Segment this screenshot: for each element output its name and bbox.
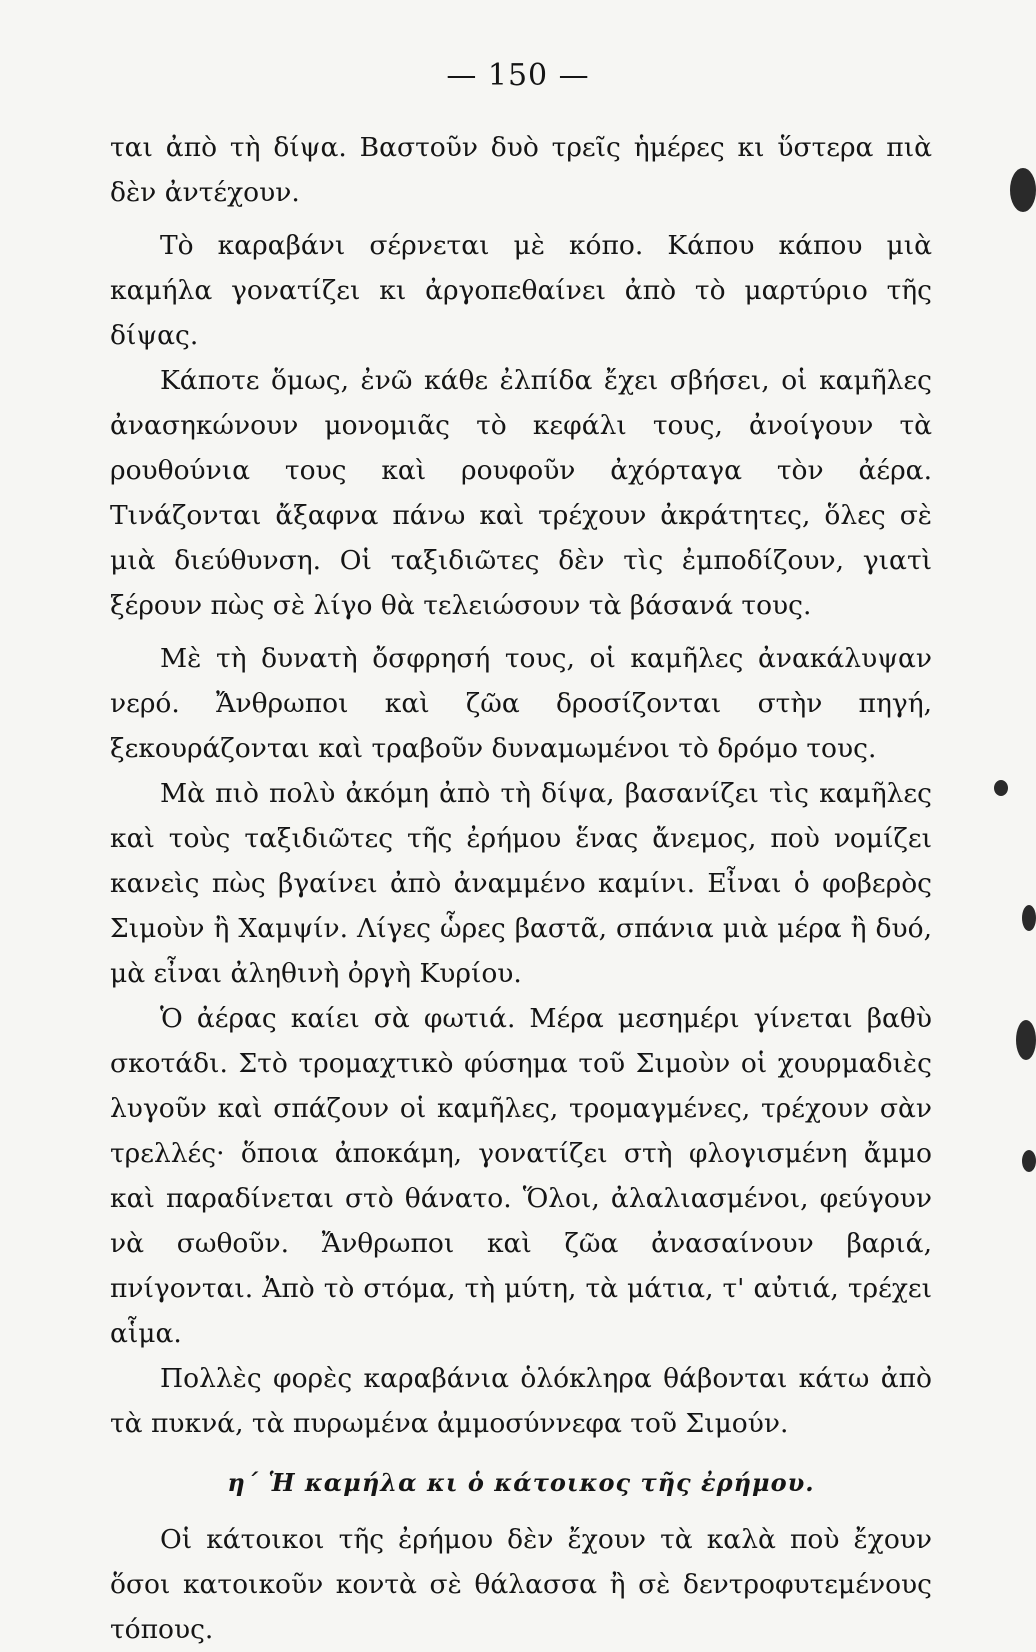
paragraph: Πολλὲς φορὲς καραβάνια ὁλόκληρα θάβονται κάτω ἀπὸ τὰ πυκνά, τὰ πυρωμένα ἀμμοσύννεφα τοῦ Σιμούν. xyxy=(110,1363,932,1439)
section-heading: η΄ Ἡ καμήλα κι ὁ κάτοικος τῆς ἐρήμου. xyxy=(227,1468,815,1497)
paragraph: Ὁ ἀέρας καίει σὰ φωτιά. Μέρα μεσημέρι γίνεται βαθὺ σκοτάδι. Στὸ τρομαχτικὸ φύσημα τοῦ Σιμοὺν οἱ χουρμαδιὲς λυγοῦν καὶ σπάζουν οἱ καμῆλες, τρομαγμένες, τρέχουν σὰν τρελλές· ὅποια ἀποκάμη, γονατίζει στὴ φλογισμένη ἄμμο καὶ παραδίνεται στὸ θάνατο. Ὅλοι, ἀλαλιασμένοι, φεύγουν νὰ σωθοῦν. Ἄνθρωποι καὶ ζῶα ἀνασαίνουν βαριά, πνίγονται. Ἀπὸ τὸ στόμα, τὴ μύτη, τὰ μάτια, τ' αὐτιά, τρέχει αἷμα. xyxy=(110,1003,932,1349)
paragraph: Οἱ κάτοικοι τῆς ἐρήμου δὲν ἔχουν τὰ καλὰ ποὺ ἔχουν ὅσοι κατοικοῦν κοντὰ σὲ θάλασσα ἢ σὲ δεντροφυτεμένους τόπους. xyxy=(110,1524,932,1645)
ink-blot-decoration xyxy=(994,780,1008,796)
ink-blot-decoration xyxy=(1022,1150,1036,1172)
ink-blot-decoration xyxy=(1022,905,1036,931)
body-text xyxy=(110,125,932,1652)
paragraph: Κάποτε ὅμως, ἐνῶ κάθε ἐλπίδα ἔχει σβήσει, οἱ καμῆλες ἀνασηκώνουν μονομιᾶς τὸ κεφάλι τους, ἀνοίγουν τὰ ρουθούνια τους καὶ ρουφοῦν ἀχόρταγα τὸν ἀέρα. Τινάζονται ἄξαφνα πάνω καὶ τρέχουν ἀκράτητες, ὅλες σὲ μιὰ διεύθυνση. Οἱ ταξιδιῶτες δὲν τὶς ἐμποδίζουν, γιατὶ ξέρουν πὼς σὲ λίγο θὰ τελειώσουν τὰ βάσανά τους. xyxy=(110,365,932,621)
ink-blot-decoration xyxy=(1010,168,1036,212)
page-number: — 150 — xyxy=(446,58,590,93)
ink-blot-decoration xyxy=(1016,1020,1036,1060)
paragraph: Μὲ τὴ δυνατὴ ὄσφρησή τους, οἱ καμῆλες ἀνακάλυψαν νερό. Ἄνθρωποι καὶ ζῶα δροσίζονται στὴν πηγή, ξεκουράζονται καὶ τραβοῦν δυναμωμένοι τὸ δρόμο τους. xyxy=(110,643,932,764)
paragraph: Τὸ καραβάνι σέρνεται μὲ κόπο. Κάπου κάπου μιὰ καμήλα γονατίζει κι ἀργοπεθαίνει ἀπὸ τὸ μαρτύριο τῆς δίψας. xyxy=(110,230,932,351)
paragraph: Μὰ πιὸ πολὺ ἀκόμη ἀπὸ τὴ δίψα, βασανίζει τὶς καμῆλες καὶ τοὺς ταξιδιῶτες τῆς ἐρήμου ἕνας ἄνεμος, ποὺ νομίζει κανεὶς πὼς βγαίνει ἀπὸ ἀναμμένο καμίνι. Εἶναι ὁ φοβερὸς Σιμοὺν ἢ Χαμψίν. Λίγες ὧρες βαστᾶ, σπάνια μιὰ μέρα ἢ δυό, μὰ εἶναι ἀληθινὴ ὀργὴ Κυρίου. xyxy=(110,778,932,989)
paragraph: ται ἀπὸ τὴ δίψα. Βαστοῦν δυὸ τρεῖς ἡμέρες κι ὕστερα πιὰ δὲν ἀντέχουν. xyxy=(110,132,932,208)
